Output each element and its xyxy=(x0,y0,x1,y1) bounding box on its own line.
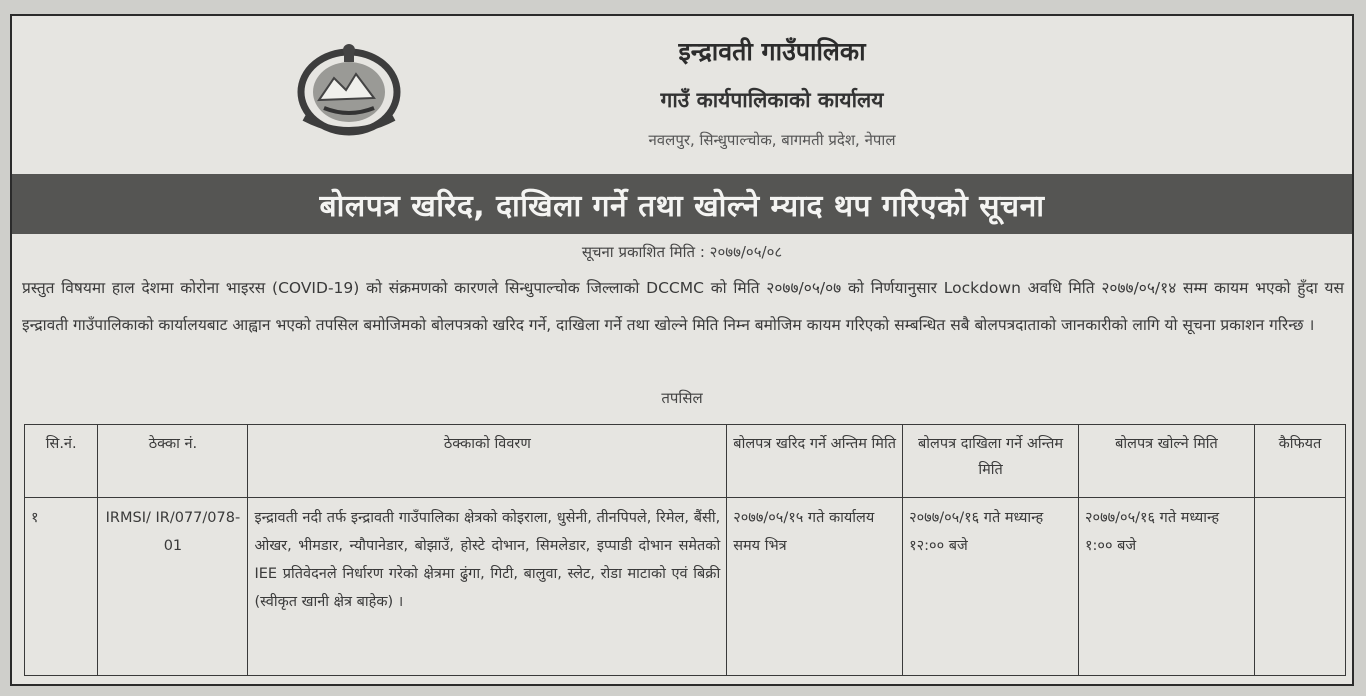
cell-opening-date: २०७७/०५/१६ गते मध्यान्ह १:०० बजे xyxy=(1078,498,1254,676)
details-label: तपसिल xyxy=(661,389,703,407)
header-contract-no: ठेक्का नं. xyxy=(98,425,248,498)
header-submission-deadline: बोलपत्र दाखिला गर्ने अन्तिम मिति xyxy=(903,425,1079,498)
header-description: ठेक्काको विवरण xyxy=(248,425,727,498)
office-name: गाउँ कार्यपालिकाको कार्यालय xyxy=(660,88,884,112)
cell-description: इन्द्रावती नदी तर्फ इन्द्रावती गाउँपालिका क्षेत्रको कोइराला, धुसेनी, तीनपिपले, रिमेल, बैंसी, ओखर, भीमडार, न्यौपानेडार, बोझाउँ, होस्टे दोभान, सिमलेडार, इप्पाडी दोभान समेतको IEE प्रतिवेदनले निर्धारण गरेको क्षेत्रमा ढुंगा, गिटी, बालुवा, स्लेट, रोडा माटाको एवं बिक्री (स्वीकृत खानी क्षेत्र बाहेक) । xyxy=(248,498,727,676)
header-sn: सि.नं. xyxy=(25,425,98,498)
notice-page xyxy=(10,14,1354,686)
cell-contract-no: IRMSI/ IR/077/078- 01 xyxy=(98,498,248,676)
notice-body: प्रस्तुत विषयमा हाल देशमा कोरोना भाइरस (COVID-19) को संक्रमणको कारणले सिन्धुपाल्चोक जिल्लाको DCCMC को मिति २०७७/०५/०७ को निर्णयानुसार Lockdown अवधि मिति २०७७/०५/१४ सम्म कायम भएको हुँदा यस इन्द्रावती गाउँपालिकाको कार्यालयबाट आह्वान भएको तपसिल बमोजिमको बोलपत्रको खरिद गर्ने, दाखिला गर्ने तथा खोल्ने मिति निम्न बमोजिम कायम गरिएको सम्बन्धित सबै बोलपत्रदाताको जानकारीको लागि यो सूचना प्रकाशन गरिन्छ । xyxy=(22,279,1344,334)
header-remarks: कैफियत xyxy=(1254,425,1345,498)
tender-table xyxy=(24,424,1346,676)
header-purchase-deadline: बोलपत्र खरिद गर्ने अन्तिम मिति xyxy=(727,425,903,498)
cell-remarks xyxy=(1254,498,1345,676)
header-opening-date: बोलपत्र खोल्ने मिति xyxy=(1078,425,1254,498)
office-address: नवलपुर, सिन्धुपाल्चोक, बागमती प्रदेश, नेपाल xyxy=(648,131,896,149)
cell-submission-deadline: २०७७/०५/१६ गते मध्यान्ह १२:०० बजे xyxy=(903,498,1079,676)
table-header-row xyxy=(25,425,1346,498)
cell-sn: १ xyxy=(25,498,98,676)
cell-purchase-deadline: २०७७/०५/१५ गते कार्यालय समय भित्र xyxy=(727,498,903,676)
organization-name: इन्द्रावती गाउँपालिका xyxy=(678,37,866,66)
table-row xyxy=(25,498,1346,676)
published-date: सूचना प्रकाशित मिति : २०७७/०५/०८ xyxy=(581,243,783,261)
notice-title: बोलपत्र खरिद, दाखिला गर्ने तथा खोल्ने म्याद थप गरिएको सूचना xyxy=(12,174,1352,234)
